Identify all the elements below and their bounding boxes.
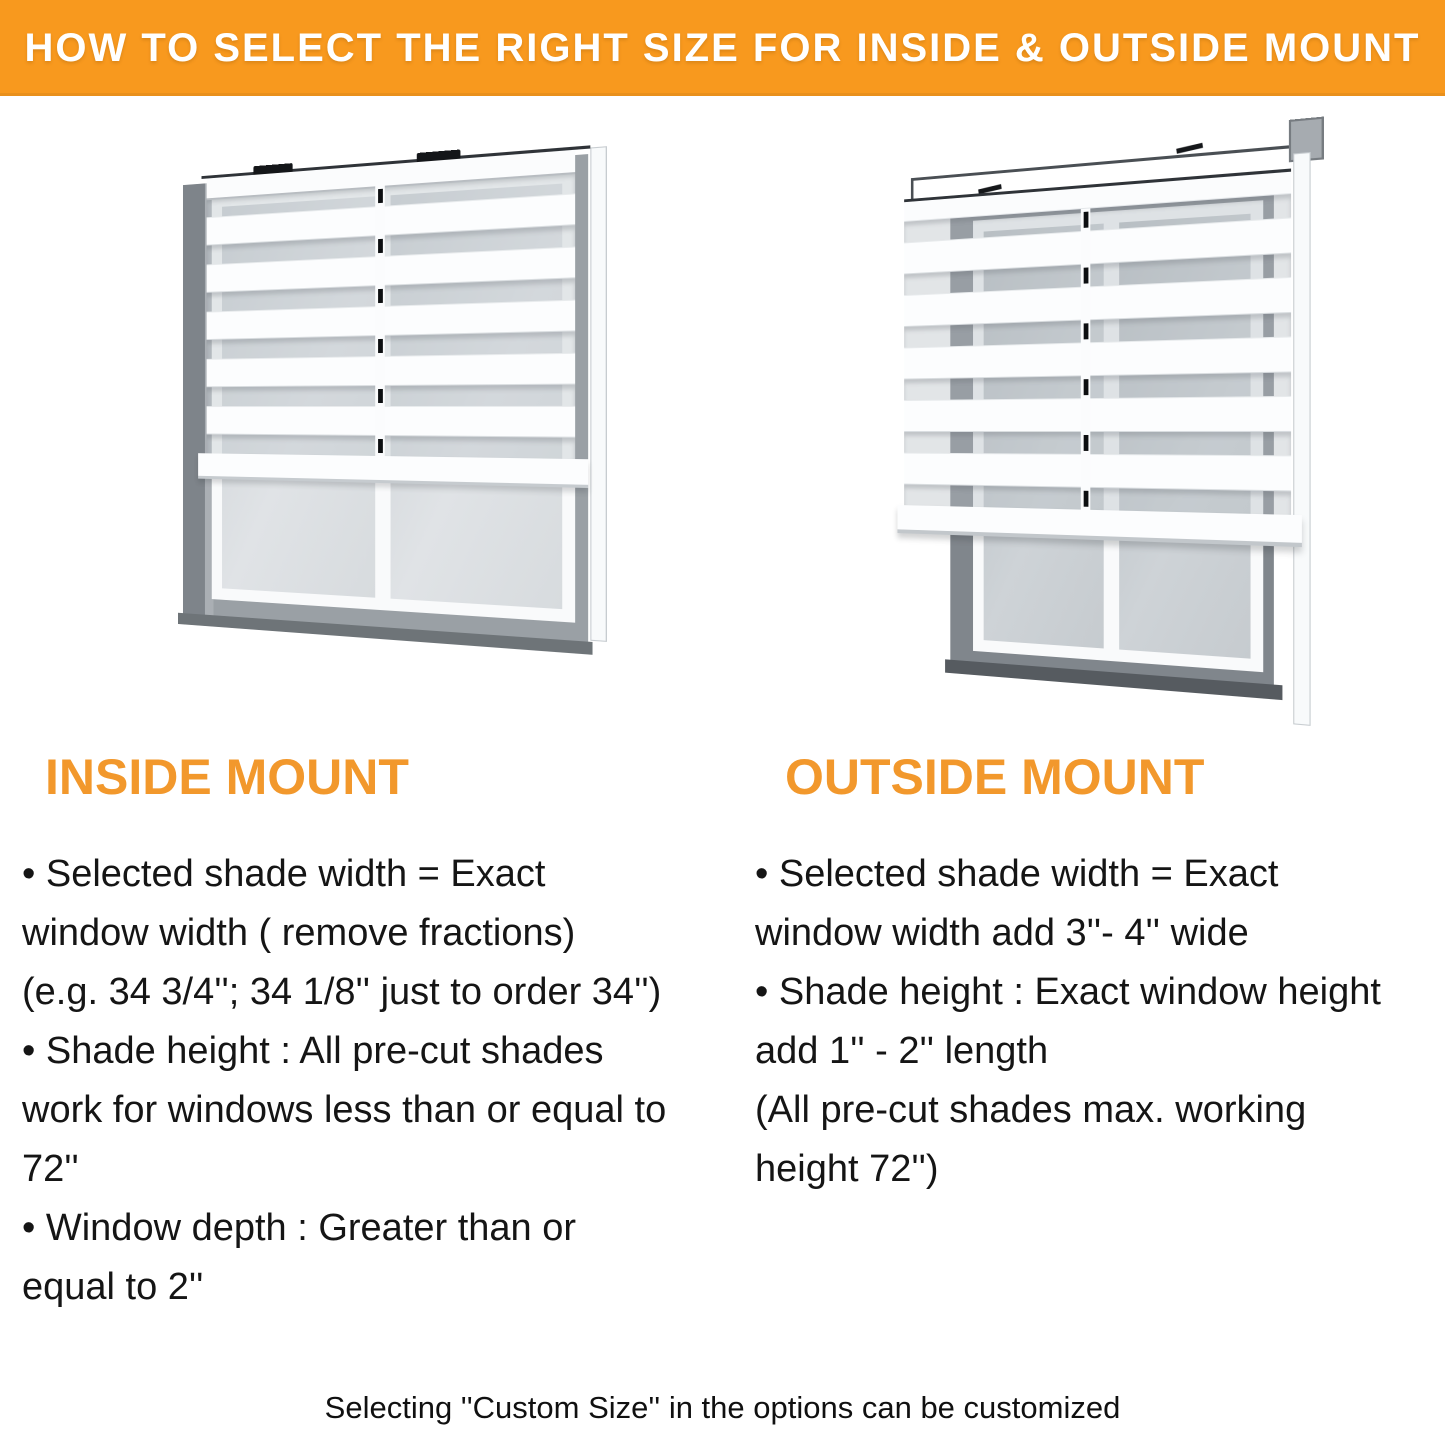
instruction-line: height 72'') [755,1148,939,1190]
seam-dash [378,289,383,303]
inside-mount-figure [160,158,600,658]
seam-dash [378,339,383,353]
seam-dash [1084,379,1089,395]
outside-window-scene [904,121,1317,742]
zebra-shade-inside [207,142,576,486]
seam-dash [1084,267,1089,283]
sheer-band [207,385,576,406]
instruction-line: window width add 3''- 4'' wide [755,912,1249,954]
fabric-seam [1081,208,1090,509]
fabric-seam [375,186,385,456]
seam-dash [1084,212,1089,228]
seam-dash [1084,491,1089,507]
instruction-line: add 1'' - 2'' length [755,1030,1049,1072]
instruction-line: window width ( remove fractions) [22,912,576,954]
seam-dash [378,439,383,453]
instruction-line: work for windows less than or equal to [22,1089,667,1131]
fabric-band [207,406,576,438]
instruction-line: • Window depth : Greater than or [22,1207,577,1249]
inside-window-scene [183,140,606,676]
inside-mount-instructions [22,845,722,1317]
seam-dash [378,189,383,203]
shade-fabric [207,172,576,459]
fabric-band [904,396,1291,432]
outside-mount-heading: OUTSIDE MOUNT [785,749,1205,805]
seam-dash [1084,323,1089,339]
seam-dash [1084,435,1089,451]
instruction-line: (e.g. 34 3/4''; 34 1/8'' just to order 34'') [22,971,662,1013]
mounting-bracket-hook [911,178,914,201]
outside-mount-instructions [755,845,1445,1199]
instruction-line: (All pre-cut shades max. working [755,1089,1307,1131]
seam-dash [378,389,383,403]
inside-mount-heading: INSIDE MOUNT [45,749,409,805]
shade-fabric [904,194,1291,515]
sheer-band [904,432,1291,455]
window-jamb-highlight [1293,152,1310,726]
window-jamb-highlight [590,146,606,642]
outside-mount-figure [882,142,1312,722]
footer-note: Selecting ''Custom Size'' in the options can be customized [324,1390,1121,1425]
instruction-line: equal to 2'' [22,1266,204,1308]
zebra-shade-outside [904,169,1291,547]
instruction-line: • Shade height : All pre-cut shades [22,1030,604,1072]
instruction-line: • Selected shade width = Exact [755,853,1279,895]
instruction-line: • Shade height : Exact window height [755,971,1381,1013]
seam-dash [378,239,383,253]
instruction-line: 72'' [22,1148,79,1190]
banner-title: HOW TO SELECT THE RIGHT SIZE FOR INSIDE & OUTSIDE MOUNT [24,25,1421,70]
instruction-line: • Selected shade width = Exact [22,853,546,895]
banner [0,0,1445,96]
